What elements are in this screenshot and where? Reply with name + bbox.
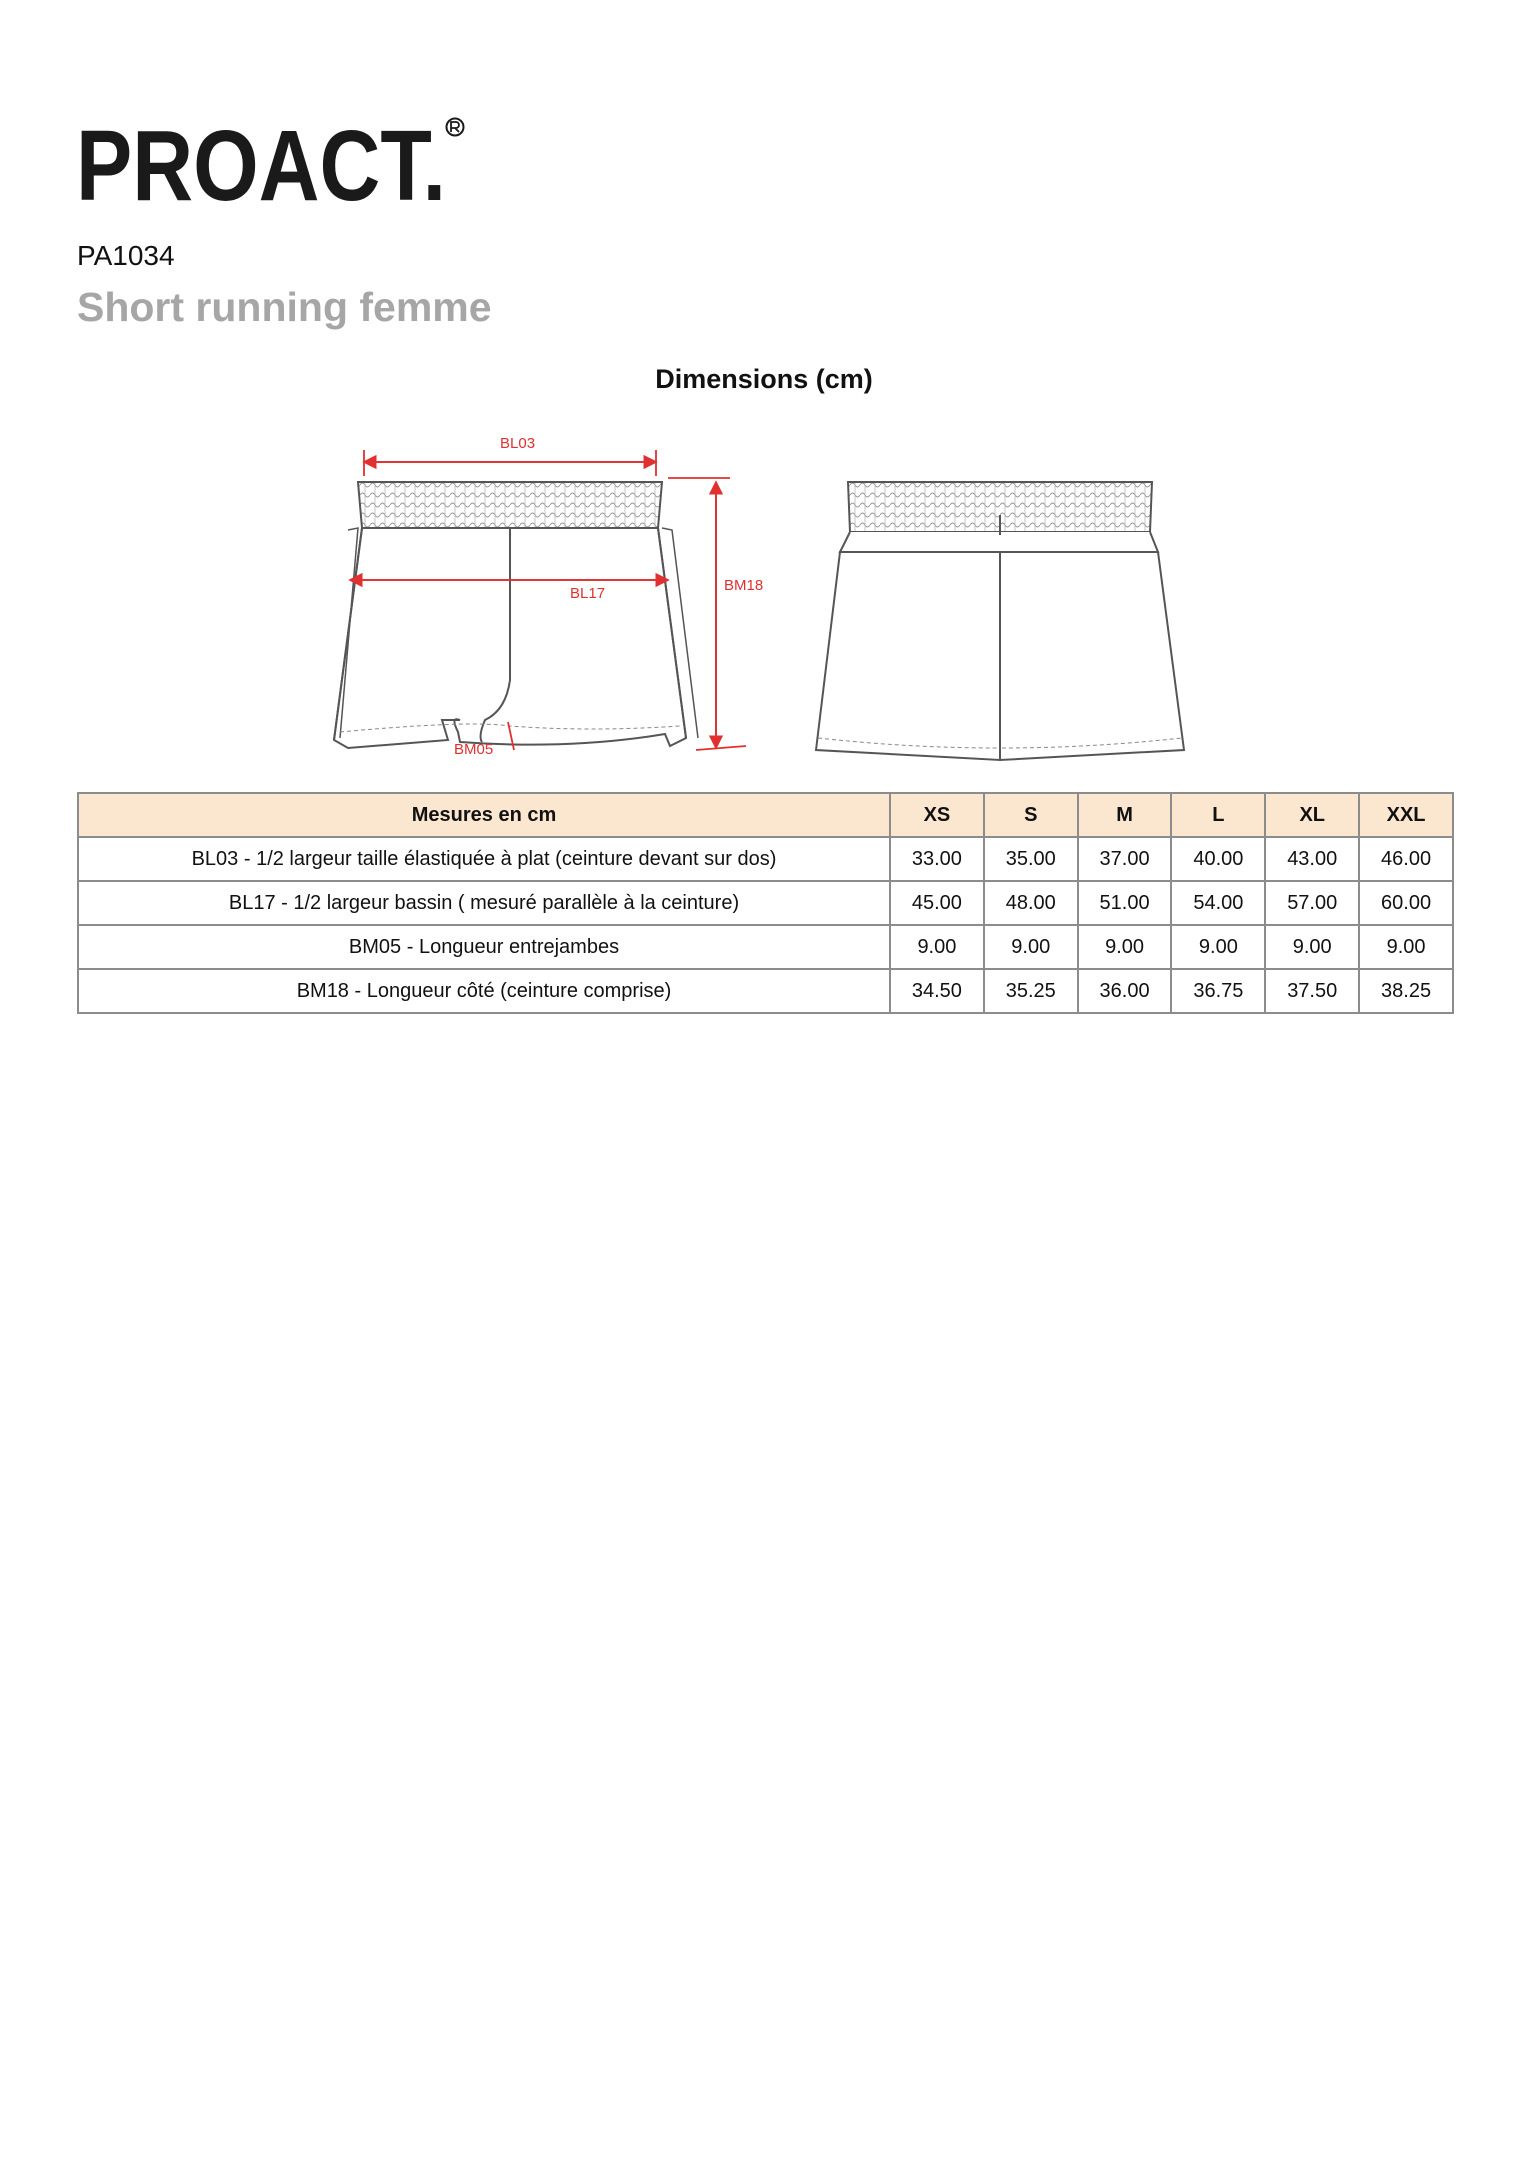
- table-cell: 51.00: [1078, 881, 1172, 925]
- back-view: [816, 482, 1184, 760]
- table-cell: 48.00: [984, 881, 1078, 925]
- row-label: BL03 - 1/2 largeur taille élastiquée à plat (ceinture devant sur dos): [78, 837, 890, 881]
- svg-text:PROACT.: PROACT.: [76, 112, 446, 212]
- table-cell: 33.00: [890, 837, 984, 881]
- table-cell: 9.00: [890, 925, 984, 969]
- table-cell: 37.50: [1265, 969, 1359, 1013]
- column-header-size: L: [1171, 793, 1265, 837]
- product-code: PA1034: [77, 240, 175, 271]
- column-header-size: M: [1078, 793, 1172, 837]
- table-cell: 57.00: [1265, 881, 1359, 925]
- row-label: BL17 - 1/2 largeur bassin ( mesuré parallèle à la ceinture): [78, 881, 890, 925]
- column-header-size: XS: [890, 793, 984, 837]
- table-row: [78, 925, 1453, 969]
- row-label: BM05 - Longueur entrejambes: [78, 925, 890, 969]
- product-name: Short running femme: [77, 284, 492, 330]
- shorts-technical-drawing: [310, 420, 1210, 780]
- table-cell: 9.00: [1078, 925, 1172, 969]
- table-cell: 60.00: [1359, 881, 1453, 925]
- table-cell: 46.00: [1359, 837, 1453, 881]
- table-row: [78, 969, 1453, 1013]
- table-cell: 9.00: [1265, 925, 1359, 969]
- table-cell: 40.00: [1171, 837, 1265, 881]
- table-cell: 9.00: [1359, 925, 1453, 969]
- label-bl03: BL03: [500, 435, 536, 452]
- table-cell: 36.75: [1171, 969, 1265, 1013]
- front-view: [334, 482, 698, 748]
- table-cell: 45.00: [890, 881, 984, 925]
- table-cell: 9.00: [984, 925, 1078, 969]
- label-bm18: BM18: [724, 577, 764, 594]
- table-row: [78, 881, 1453, 925]
- row-label: BM18 - Longueur côté (ceinture comprise): [78, 969, 890, 1013]
- table-cell: 43.00: [1265, 837, 1359, 881]
- table-cell: 37.00: [1078, 837, 1172, 881]
- table-cell: 35.00: [984, 837, 1078, 881]
- table-header-row: [78, 793, 1453, 837]
- column-header-size: S: [984, 793, 1078, 837]
- table-row: [78, 837, 1453, 881]
- label-bm05: BM05: [454, 741, 494, 758]
- table-cell: 9.00: [1171, 925, 1265, 969]
- table-cell: 35.25: [984, 969, 1078, 1013]
- label-bl17: BL17: [570, 585, 606, 602]
- table-cell: 38.25: [1359, 969, 1453, 1013]
- table-cell: 54.00: [1171, 881, 1265, 925]
- table-cell: 34.50: [890, 969, 984, 1013]
- size-table: [77, 792, 1454, 1014]
- registered-mark: [447, 119, 464, 136]
- proact-logo: [76, 112, 476, 212]
- section-title: Dimensions (cm): [655, 364, 873, 394]
- column-header-size: XL: [1265, 793, 1359, 837]
- table-cell: 36.00: [1078, 969, 1172, 1013]
- column-header-size: XXL: [1359, 793, 1453, 837]
- column-header-label: Mesures en cm: [78, 793, 890, 837]
